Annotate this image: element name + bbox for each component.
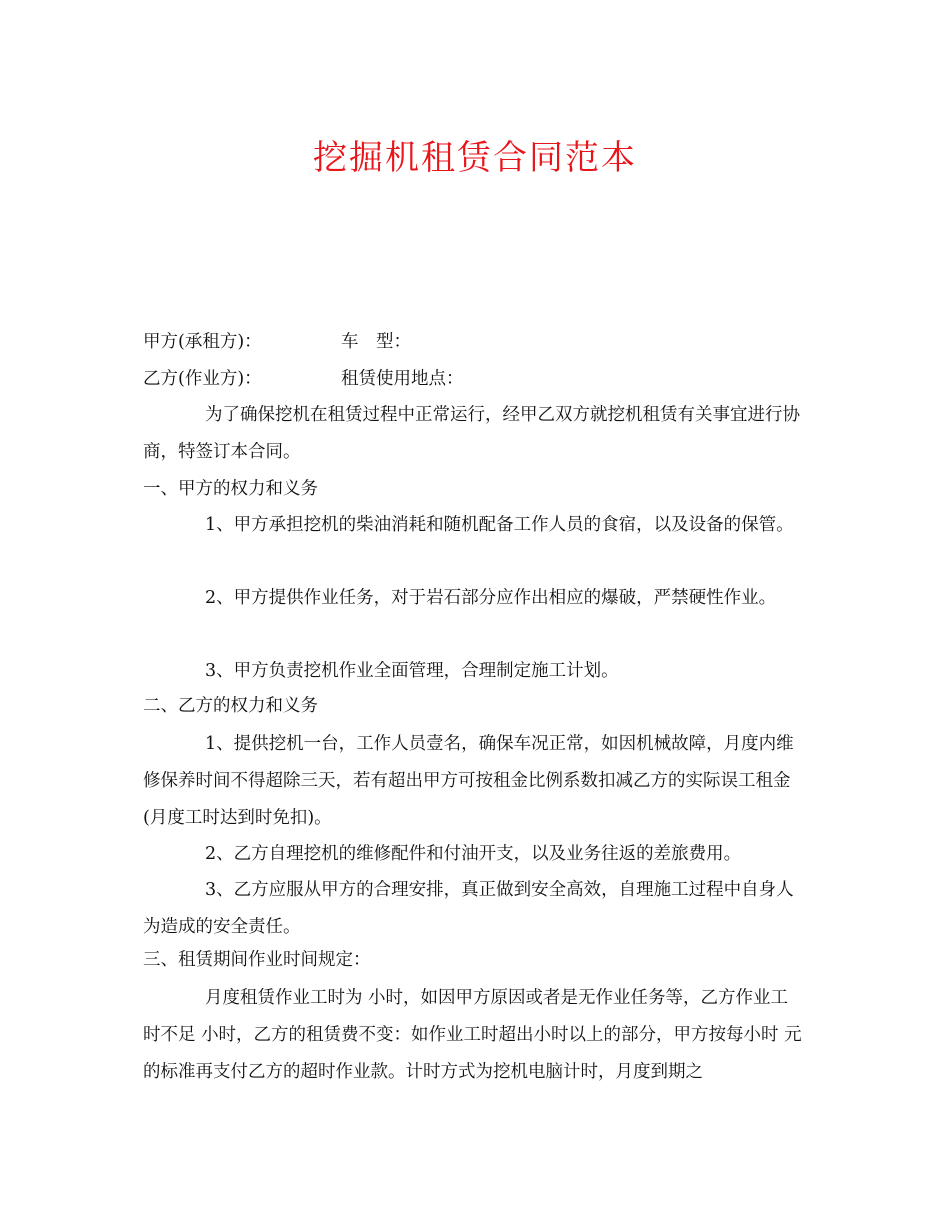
section-1-item-1: 1、甲方承担挖机的柴油消耗和随机配备工作人员的食宿，以及设备的保管。: [205, 515, 794, 535]
vehicle-type-label: 车 型：: [341, 332, 411, 352]
section-1-item-3: 3、甲方负责挖机作业全面管理，合理制定施工计划。: [205, 661, 619, 681]
section-2-item-1: 1、提供挖机一台，工作人员壹名，确保车况正常，如因机械故障，月度内维修保养时间不得超除三天，若有超出甲方可按租金比例系数扣减乙方的实际误工租金(月度工时达到时免扣)。: [143, 734, 794, 828]
intro-paragraph: 为了确保挖机在租赁过程中正常运行，经甲乙双方就挖机租赁有关事宜进行协商，特签订本合同。: [143, 405, 800, 462]
party-b-row: [143, 361, 823, 398]
section-2-item-2: 2、乙方自理挖机的维修配件和付油开支，以及业务往返的差旅费用。: [205, 844, 742, 864]
party-a-row: [143, 324, 823, 361]
section-3-paragraph: 月度租赁作业工时为 小时，如因甲方原因或者是无作业任务等，乙方作业工时不足 小时，乙方的租赁费不变：如作业工时超出小时以上的部分，甲方按每小时 元的标准再支付乙方的超时作业款。计时方式为挖机电脑计时，月度到期之: [143, 988, 802, 1082]
party-a-label: 甲方(承租方)：: [143, 332, 262, 352]
section-1-heading: 一、甲方的权力和义务: [143, 479, 318, 499]
location-label: 租赁使用地点：: [341, 369, 464, 389]
section-2-heading: 二、乙方的权力和义务: [143, 696, 318, 716]
party-b-label: 乙方(作业方)：: [143, 369, 262, 389]
section-3-heading: 三、租赁期间作业时间规定：: [143, 950, 371, 970]
section-2-item-3: 3、乙方应服从甲方的合理安排，真正做到安全高效，自理施工过程中自身人为造成的安全责任。: [143, 880, 794, 937]
document-title: 挖掘机租赁合同范本: [313, 138, 637, 178]
section-1-item-2: 2、甲方提供作业任务，对于岩石部分应作出相应的爆破，严禁硬性作业。: [205, 588, 777, 608]
